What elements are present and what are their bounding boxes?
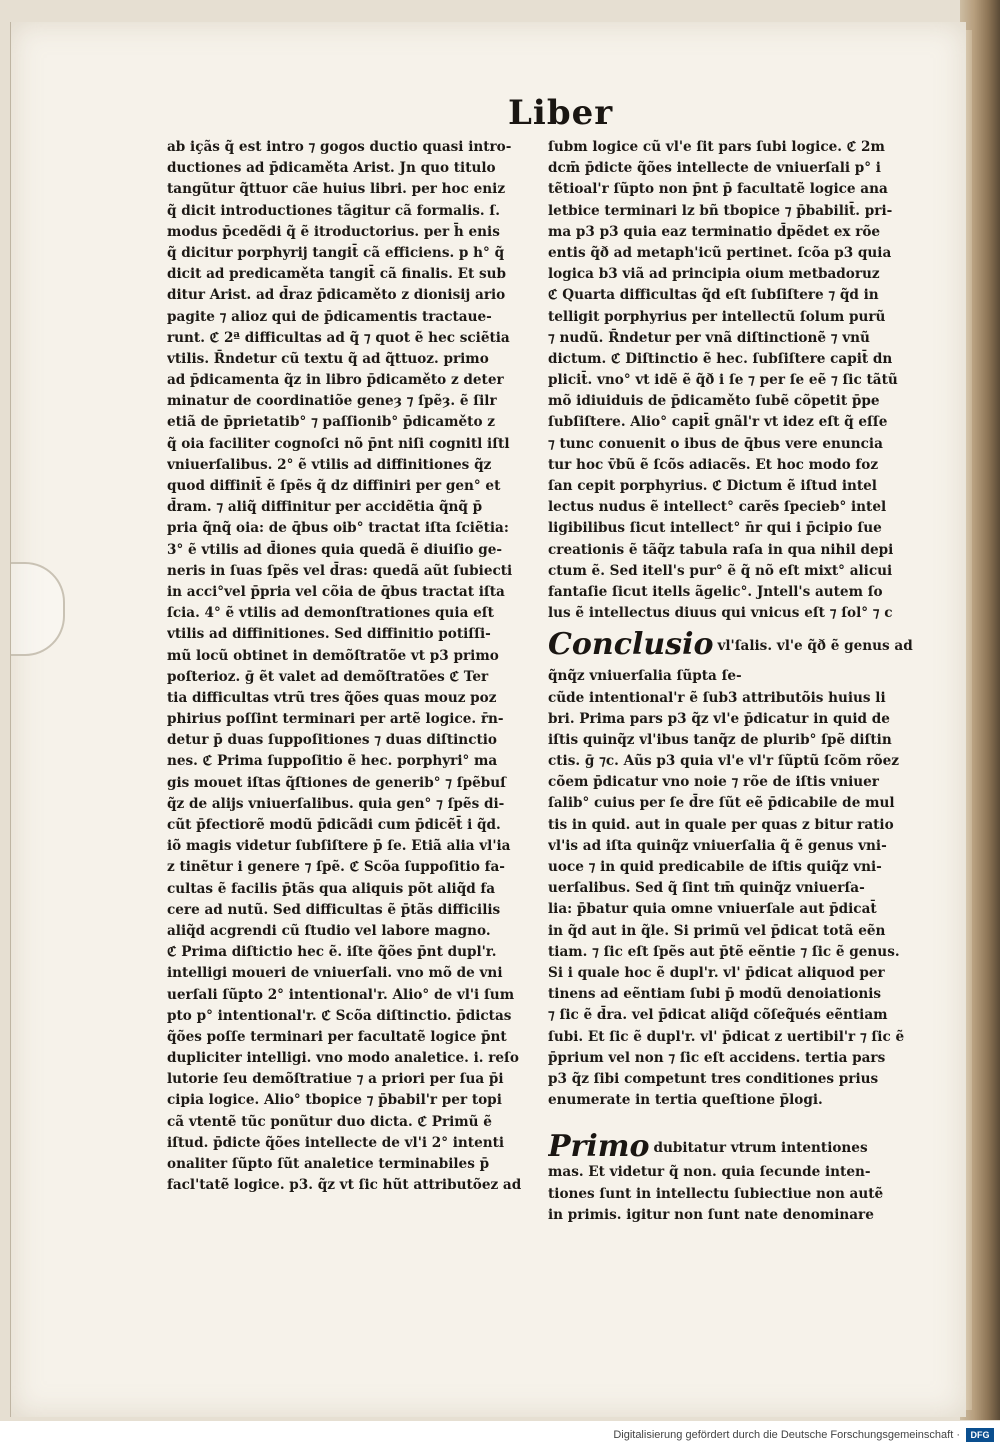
decorated-line <box>548 1132 913 1162</box>
text-line: letbice terminari lz bñ tbopice ⁊ p̄babilit̄. pri- <box>548 202 893 219</box>
text-line: tis in quid. aut in quale per quas z bitur ratio <box>548 816 894 833</box>
text-line: ⁊ tunc conuenit o ibus de q̄bus vere enuncia <box>548 435 883 452</box>
text-line: tangũtur q̃ttuor cãe huius libri. per hoc eniz <box>167 181 506 198</box>
text-line: 3° ẽ vtilis ad d̄iones quia quedã ẽ diuiſio ge- <box>167 541 503 558</box>
text-line: Si i quale hoc ẽ dupl'r. vl' p̄dicat aliquod per <box>548 964 885 981</box>
text-line: quod diffinit̄ ẽ ſpẽs q̃ dz diffiniri per gen° et <box>167 478 501 494</box>
text-line: dictum. ℭ Diſtinctio ẽ hec. ſubſiſtere capit̄ dn <box>548 350 893 367</box>
running-head: Liber <box>508 93 614 133</box>
text-line: tur hoc v̄bũ ẽ ſcõs adiacẽs. Et hoc modo foz <box>548 456 879 473</box>
text-line: q̃ões poſſe terminari per facultatẽ logice p̄nt <box>167 1028 507 1045</box>
text-line: gis mouet iſtas q̃ſtiones de generib° ⁊ ſpẽbuſ <box>167 774 506 791</box>
text-line: telligit porphyrius per intellectũ ſolum purũ <box>548 308 886 325</box>
text-line: in q̃d aut in q̃le. Si primũ vel p̄dicat totã eẽn <box>548 922 886 939</box>
text-line: d̄ram. ⁊ aliq̃ diffinitur per accidẽtia q̃nq̃ p̄ <box>167 499 483 516</box>
text-line: ſcia. 4° ẽ vtilis ad demonſtrationes quia eſt <box>167 605 494 622</box>
text-line: ſubi. Et ſic ẽ dupl'r. vl' p̄dicat z uertibil'r ⁊ ſic ẽ <box>548 1028 905 1045</box>
text-line: iſtud. p̄dicte q̃ões intellecte de vl'i 2° intenti <box>167 1134 505 1151</box>
text-line: ſubſiſtere. Alio° capit̄ gnãl'r vt idez eſt q̃ eſſe <box>548 414 888 431</box>
text-line: q̃ dicitur porphyrij tangit̄ cã efficiens. p h° q̃ <box>167 244 505 261</box>
text-line: lia: p̄batur quia omne vniuerſale aut p̄dicat̄ <box>548 901 877 918</box>
text-line: ctum ẽ. Sed itell's pur° ẽ q̃ nõ eſt mixt° alicui <box>548 562 893 579</box>
decorated-line <box>548 624 913 666</box>
page-fold-mark <box>11 562 65 656</box>
text-line: ma p3 p3 quia eaz terminatio d̄pẽdet ex rõe <box>548 223 881 240</box>
text-line: uerſalibus. Sed q̃ ſint tm̄ quinq̃z vniuerſa- <box>548 880 865 897</box>
text-line: tiam. ⁊ ſic eſt ſpẽs aut p̄tẽ eẽntie ⁊ ſic ẽ genus. <box>548 943 900 960</box>
text-line: dicit ad predicaměta tangit̄ cã finalis. Et sub <box>167 266 506 283</box>
text-line: vl'is ad iſta quinq̃z vniuerſalia q̃ ẽ genus vni- <box>548 837 887 854</box>
text-line: bri. Prima pars p3 q̃z vl'e p̄dicatur in quid de <box>548 710 890 727</box>
text-line: aliq̃d acgrendi cũ ſtudio vel labore magno. <box>167 922 491 939</box>
text-line: ℭ Prima diſtictio hec ẽ. iſte q̃ões p̄nt dupl'r. <box>167 944 497 961</box>
text-line: uoce ⁊ in quid predicabile de iſtis quiq̃z vni- <box>548 859 882 875</box>
text-line: ab içãs q̃ est intro ⁊ gogos ductio quasi intro- <box>167 139 512 155</box>
text-line: dupliciter intelligi. vno modo analetice. i. reſo <box>167 1050 519 1067</box>
large-initial-word: Primo <box>548 1132 650 1163</box>
text-line <box>548 666 913 687</box>
text-line: ⁊ ſic ẽ d̄ra. vel p̄dicat aliq̃d cõſeq̃ués eẽntiam <box>548 1007 888 1024</box>
text-line: tia difficultas vtrũ tres q̃ões quas mouz poz <box>167 689 497 706</box>
text-line: p̄prium vel non ⁊ ſic eſt accidens. tertia pars <box>548 1049 886 1066</box>
text-line: ditur Arist. ad d̄raz p̄dicaměto z dionisij ario <box>167 287 506 304</box>
text-line: cultas ẽ facilis p̄tãs qua aliquis põt aliq̃d fa <box>167 880 496 897</box>
text-line: in primis. igitur non ſunt nate denominare <box>548 1206 874 1223</box>
text-line: intelligi moueri de vniuerſali. vno mõ de vni <box>167 965 503 982</box>
text-line: iõ magis videtur ſubſiſtere p̄ ſe. Etiã alia vl'ia <box>167 838 511 855</box>
text-line: ſan cepit porphyrius. ℭ Dictum ẽ iſtud intel <box>548 478 877 494</box>
text-line: minatur de coordinatiõe geneȝ ⁊ ſpẽȝ. ẽ ſilr <box>167 393 497 410</box>
text-line: iſtis quinq̃z vl'ibus tanq̃z de plurib° ſpẽ diſtin <box>548 731 892 748</box>
text-line: creationis ẽ tãq̃z tabula raſa in qua nihil depi <box>548 541 894 558</box>
text-line: ad p̄dicamenta q̃z in libro p̄dicaměto z deter <box>167 372 504 389</box>
footer-credit: Digitalisierung gefördert durch die Deutsche Forschungsgemeinschaft · <box>613 1429 960 1441</box>
text-line: etiã de p̄prietatib° ⁊ paſſionib° p̄dicaměto z <box>167 414 495 431</box>
text-line: poſterioz. ḡ ẽt valet ad demõſtratões ℭ Ter <box>167 668 489 685</box>
text-line: plicit̄. vno° vt idẽ ẽ q̃ð i ſe ⁊ per ſe eẽ ⁊ ſic tãtũ <box>548 372 898 389</box>
text-line: cũde intentional'r ẽ ſub3 attributõis huius li <box>548 689 886 706</box>
text-line: vniuerſalibus. 2° ẽ vtilis ad diffinitiones q̃z <box>167 456 492 473</box>
text-line-rest: q̃nq̃z vniuerſalia ſũpta ſe- <box>548 668 742 685</box>
text-line: uerſali ſũpto 2° intentional'r. Alio° de vl'i ſum <box>167 986 515 1003</box>
text-line: fantaſie ſicut itells ãgelic°. Jntell's autem ſo <box>548 583 883 600</box>
text-line: tiones ſunt in intellectu ſubiectiue non autẽ <box>548 1185 884 1202</box>
text-line: entis q̃ð ad metaph'icũ pertinet. ſcõa p3 quia <box>548 244 892 261</box>
text-line: q̃z de alijs vniuerſalibus. quia gen° ⁊ ſpẽs di- <box>167 795 505 812</box>
text-line: nes. ℭ Prima ſuppoſitio ẽ hec. porphyri° ma <box>167 753 498 770</box>
text-line: lutorie ſeu demõſtratiue ⁊ a priori per ſua p̄i <box>167 1071 504 1088</box>
text-line: p3 q̃z ſibi competunt tres conditiones prius <box>548 1070 879 1087</box>
text-line: lectus nudus ẽ intellect° carẽs ſpecieb° intel <box>548 499 887 516</box>
text-line: mũ locũ obtinet in demõſtratõe vt p3 primo <box>167 647 499 664</box>
text-line: cipia logice. Alio° tbopice ⁊ p̄babil'r per topi <box>167 1092 502 1109</box>
text-line: pagite ⁊ alioz qui de p̄dicamentis tractaue- <box>167 308 492 325</box>
text-line: ctis. ḡ ⁊c. Aũs p3 quia vl'e vl'r ſũptũ ſcõm rõez <box>548 753 899 770</box>
text-line: mõ idiuiduis de p̄dicaměto ſubẽ cõpetit p̄pe <box>548 393 880 410</box>
text-line: q̃ oia faciliter cognoſci nõ p̄nt niſi cognitl iſtl <box>167 435 510 452</box>
text-line-rest: dubitatur vtrum intentiones <box>653 1140 868 1157</box>
text-line: z tinẽtur i genere ⁊ ſpẽ. ℭ Scõa ſuppoſitio fa- <box>167 859 505 876</box>
text-line: in acci°vel p̄pria vel cõia de q̄bus tractat iſta <box>167 583 505 600</box>
text-line: cere ad nutũ. Sed difficultas ẽ p̄tãs difficilis <box>167 901 501 918</box>
text-line: vtilis ad diffinitiones. Sed diffinitio potiſſi- <box>167 626 491 643</box>
text-line: ſubm logice cũ vl'e ſit pars ſubi logice. ℭ 2m <box>548 139 885 155</box>
text-line: pria q̃nq̃ oia: de q̄bus oib° tractat iſta ſciẽtia: <box>167 520 509 537</box>
text-line-rest: vl'ſalis. vl'e q̃ð ẽ genus ad <box>717 638 913 655</box>
text-line: cũt p̄fectiorẽ modũ p̄dicãdi cum p̄dicẽt̄ i q̃d. <box>167 817 501 833</box>
dfg-logo: DFG <box>966 1428 994 1442</box>
text-line: lus ẽ intellectus diuus qui vnicus eſt ⁊ ſol° ⁊ c <box>548 605 893 622</box>
text-line: dcm̄ p̄dicte q̃ões intellecte de vniuerſali p° i <box>548 160 881 177</box>
text-line: neris in ſuas ſpẽs vel d̄ras: quedã aũt ſubiecti <box>167 562 513 579</box>
text-line <box>548 1111 913 1132</box>
text-line: ligibilibus ſicut intellect° n̄r qui i p̄cipio ſue <box>548 520 882 537</box>
text-line: modus p̄cedẽdi q̃ ẽ itroductorius. per h̄ enis <box>167 223 500 240</box>
text-line: cã vtentẽ tũc ponũtur duo dicta. ℭ Primũ ẽ <box>167 1113 492 1130</box>
text-line: ⁊ nudũ. R̄ndetur per vnã diſtinctionẽ ⁊ vnũ <box>548 329 870 346</box>
text-line: mas. Et videtur q̃ non. quia ſecunde inten- <box>548 1164 871 1181</box>
text-line: ℭ Quarta difficultas q̃d eſt ſubſiſtere ⁊ q̃d in <box>548 287 879 304</box>
text-line: vtilis. R̄ndetur cũ textu q̃ ad q̃ttuoz. primo <box>167 350 489 367</box>
text-line: logica b3 viã ad principia oium metbadoruz <box>548 266 880 283</box>
text-line: detur p̄ duas ſuppoſitiones ⁊ duas diſtinctio <box>167 732 497 749</box>
text-line: ductiones ad p̄dicaměta Arist. Jn quo titulo <box>167 160 496 177</box>
text-line: q̃ dicit introductiones tãgitur cã formalis. ſ. <box>167 202 500 219</box>
large-initial-word: Conclusio <box>548 627 714 663</box>
text-line: enumerate in tertia queſtione p̄logi. <box>548 1092 823 1109</box>
text-line: pto p° intentional'r. ℭ Scõa diſtinctio. p̄dictas <box>167 1007 512 1024</box>
text-line: cõem p̄dicatur vno noie ⁊ rõe de iſtis vniuer <box>548 774 879 791</box>
text-line: tẽtioal'r ſũpto non p̄nt p̄ facultatẽ logice ana <box>548 181 888 198</box>
right-column <box>548 137 913 1226</box>
left-column <box>167 137 527 1196</box>
text-line: tinens ad eẽntiam ſubi p̄ modũ denoiationis <box>548 986 882 1003</box>
text-line: facl'tatẽ logice. p3. q̃z vt ſic hũt attributõez ad <box>167 1177 522 1194</box>
text-line: phirius poſſint terminari per artẽ logice. r̄n- <box>167 711 504 728</box>
text-line: onaliter ſũpto ſũt analetice terminabiles p̄ <box>167 1156 490 1172</box>
text-line: runt. ℭ 2ª difficultas ad q̃ ⁊ quot ẽ hec sciẽtia <box>167 329 510 346</box>
text-line: ſalib° cuius per ſe d̄re ſũt eẽ p̄dicabile de mul <box>548 795 895 812</box>
